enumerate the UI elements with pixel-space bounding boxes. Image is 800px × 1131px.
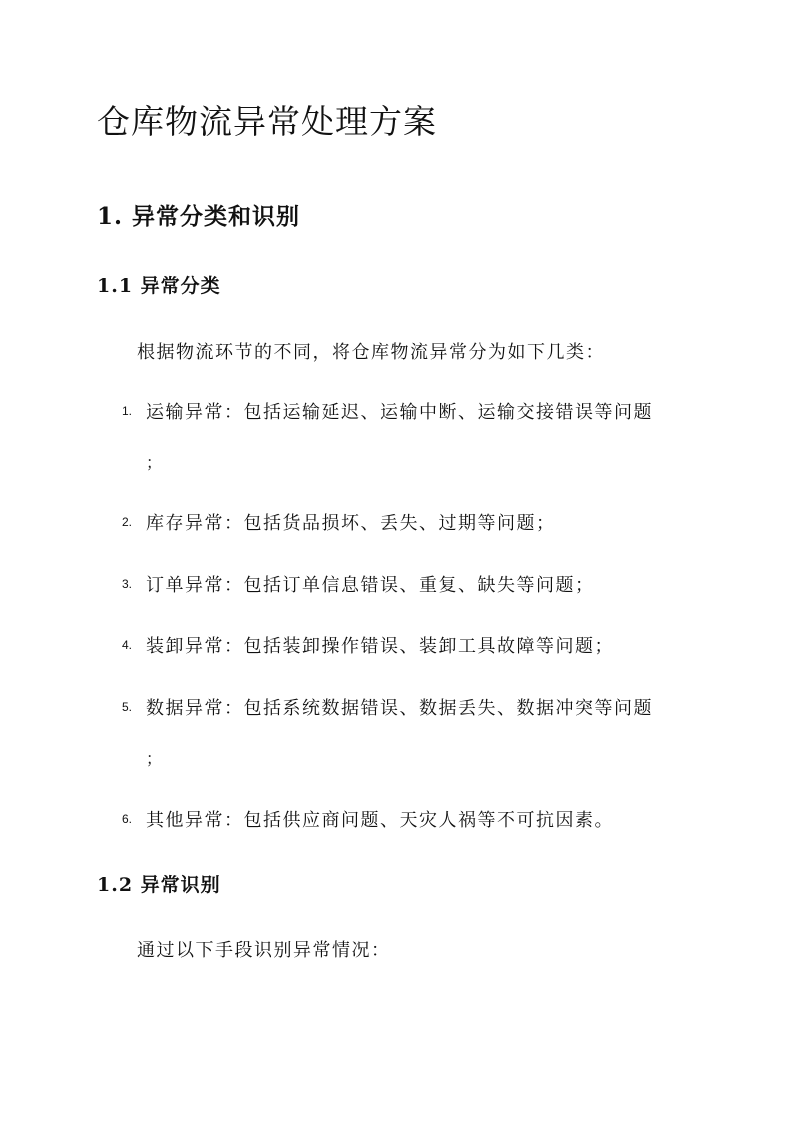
list-item-continuation: ；: [146, 749, 163, 768]
section-1-1-heading: 1.1 异常分类: [97, 275, 221, 297]
list-item-text: 订单异常：包括订单信息错误、重复、缺失等问题；: [146, 575, 595, 596]
list-item-continuation: ；: [146, 453, 163, 472]
section-1-heading: 1. 异常分类和识别: [97, 203, 301, 230]
list-item-number: 5.: [122, 700, 133, 714]
list-item-number: 6.: [122, 812, 133, 826]
list-item-number: 1.: [122, 404, 133, 418]
list-item: [122, 571, 722, 601]
list-item: [122, 509, 722, 539]
list-item-number: 4.: [122, 638, 133, 652]
list-item-text: 库存异常：包括货品损坏、丢失、过期等问题；: [146, 513, 556, 534]
list-item-text: 运输异常：包括运输延迟、运输中断、运输交接错误等问题: [146, 402, 653, 423]
list-item: [122, 806, 722, 836]
document-title: 仓库物流异常处理方案: [97, 102, 437, 141]
list-item-text: 装卸异常：包括装卸操作错误、装卸工具故障等问题；: [146, 636, 614, 657]
list-item: [122, 694, 722, 724]
list-item-number: 2.: [122, 515, 133, 529]
list-item: [122, 398, 722, 428]
section-1-2-heading: 1.2 异常识别: [97, 874, 221, 896]
list-item-number: 3.: [122, 577, 133, 591]
section-1-2-intro: 通过以下手段识别异常情况：: [137, 940, 391, 961]
list-item-text: 数据异常：包括系统数据错误、数据丢失、数据冲突等问题: [146, 698, 653, 719]
list-item: [122, 632, 722, 662]
section-1-1-intro: 根据物流环节的不同，将仓库物流异常分为如下几类：: [137, 342, 605, 363]
list-item-text: 其他异常：包括供应商问题、天灾人祸等不可抗因素。: [146, 810, 614, 831]
